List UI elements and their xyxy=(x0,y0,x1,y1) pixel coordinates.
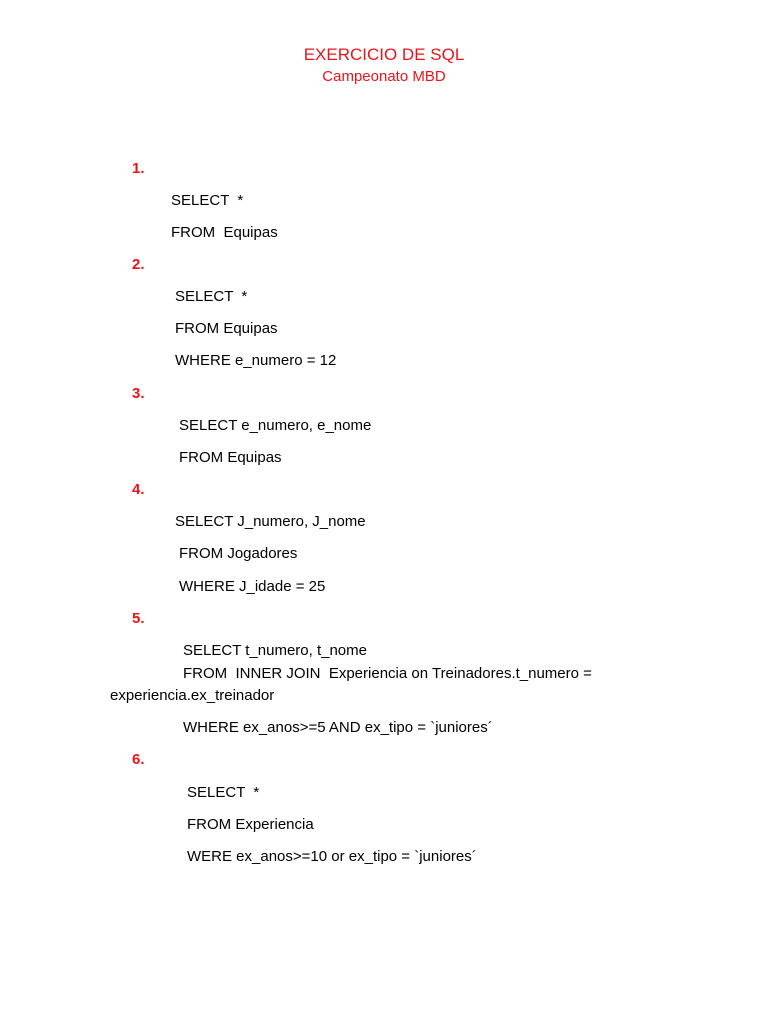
sql-line: SELECT * xyxy=(175,288,248,305)
sql-line: WHERE J_idade = 25 xyxy=(179,578,326,595)
exercise-number: 4. xyxy=(132,481,145,498)
sql-line: SELECT J_numero, J_nome xyxy=(175,513,366,530)
sql-line: WERE ex_anos>=10 or ex_tipo = `juniores´ xyxy=(187,848,477,865)
exercise-number: 6. xyxy=(132,751,145,768)
sql-line: SELECT * xyxy=(171,192,244,209)
sql-line: FROM Equipas xyxy=(179,449,282,466)
sql-line: experiencia.ex_treinador xyxy=(110,687,275,704)
sql-line: FROM Jogadores xyxy=(179,545,298,562)
sql-line: FROM Equipas xyxy=(175,320,278,337)
sql-line: WHERE e_numero = 12 xyxy=(175,352,337,369)
exercise-number: 1. xyxy=(132,160,145,177)
sql-line: FROM INNER JOIN Experiencia on Treinadores.t_numero = xyxy=(183,665,592,682)
exercise-number: 2. xyxy=(132,256,145,273)
document-subtitle: Campeonato MBD xyxy=(322,68,446,85)
sql-line: FROM Experiencia xyxy=(187,816,314,833)
sql-line: SELECT * xyxy=(187,784,260,801)
exercise-number: 5. xyxy=(132,610,145,627)
document-title: EXERCICIO DE SQL xyxy=(303,45,465,64)
sql-line: SELECT t_numero, t_nome xyxy=(183,642,367,659)
exercise-number: 3. xyxy=(132,385,145,402)
sql-line: SELECT e_numero, e_nome xyxy=(179,417,372,434)
sql-line: FROM Equipas xyxy=(171,224,278,241)
sql-line: WHERE ex_anos>=5 AND ex_tipo = `juniores´ xyxy=(183,719,493,736)
